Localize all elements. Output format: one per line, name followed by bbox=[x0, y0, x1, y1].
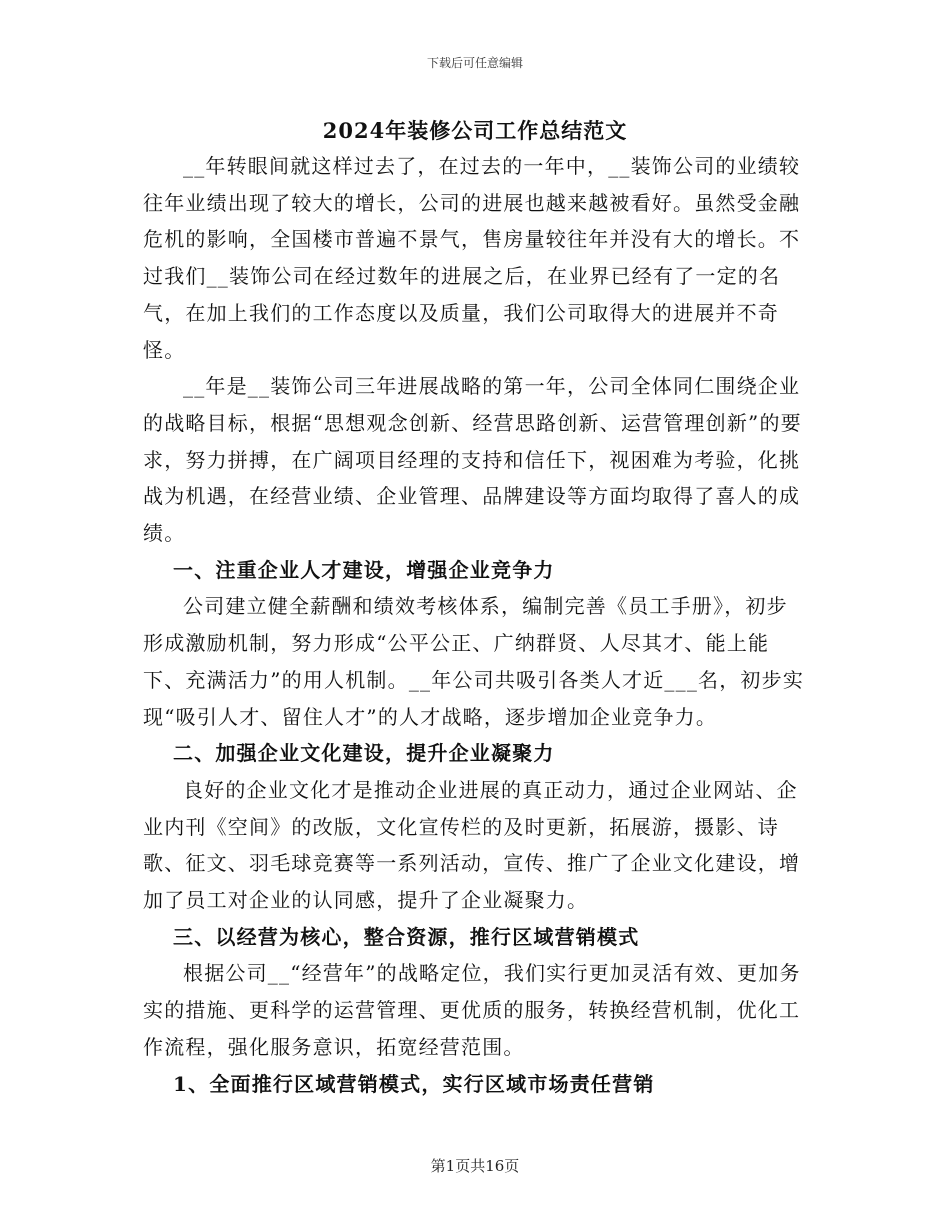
document-title: 2024年装修公司工作总结范文 bbox=[322, 118, 628, 143]
section-heading-operations: 三、以经营为核心，整合资源，推行区域营销模式 bbox=[173, 924, 640, 949]
subsection-heading-regional-marketing: 1、全面推行区域营销模式，实行区域市场责任营销 bbox=[173, 1071, 655, 1096]
document-body bbox=[143, 148, 808, 1102]
section-heading-talent: 一、注重企业人才建设，增强企业竞争力 bbox=[173, 557, 555, 582]
paragraph-operations: 根据公司__“经营年”的战略定位，我们实行更加灵活有效、更加务实的措施、更科学的运营管理、更优质的服务，转换经营机制，优化工作流程，强化服务意识，拓宽经营范围。 bbox=[143, 961, 801, 1059]
page-number-footer: 第1页共16页 bbox=[430, 1157, 520, 1175]
section-heading-culture: 二、加强企业文化建设，提升企业凝聚力 bbox=[173, 741, 555, 766]
paragraph-strategy: __年是__装饰公司三年进展战略的第一年，公司全体同仁围绕企业的战略目标，根据“思想观念创新、经营思路创新、运营管理创新”的要求，努力拼搏，在广阔项目经理的支持和信任下，视困难为考验，化挑战为机遇，在经营业绩、企业管理、品牌建设等方面均取得了喜人的成绩。 bbox=[143, 374, 802, 546]
paragraph-talent: 公司建立健全薪酬和绩效考核体系，编制完善《员工手册》，初步形成激励机制，努力形成“公平公正、广纳群贤、人尽其才、能上能下、充满活力”的用人机制。__年公司共吸引各类人才近___名，初步实现“吸引人才、留住人才”的人才战略，逐步增加企业竞争力。 bbox=[143, 594, 805, 729]
paragraph-intro: __年转眼间就这样过去了，在过去的一年中，__装饰公司的业绩较往年业绩出现了较大的增长，公司的进展也越来越被看好。虽然受金融危机的影响，全国楼市普遍不景气，售房量较往年并没有大的增长。不过我们__装饰公司在经过数年的进展之后，在业界已经有了一定的名气，在加上我们的工作态度以及质量，我们公司取得大的进展并不奇怪。 bbox=[143, 154, 801, 362]
page-header-note: 下载后可任意编辑 bbox=[426, 56, 523, 70]
paragraph-culture: 良好的企业文化才是推动企业进展的真正动力，通过企业网站、企业内刊《空间》的改版，文化宣传栏的及时更新，拓展游，摄影、诗歌、征文、羽毛球竞赛等一系列活动，宣传、推广了企业文化建设，增加了员工对企业的认同感，提升了企业凝聚力。 bbox=[143, 777, 801, 913]
